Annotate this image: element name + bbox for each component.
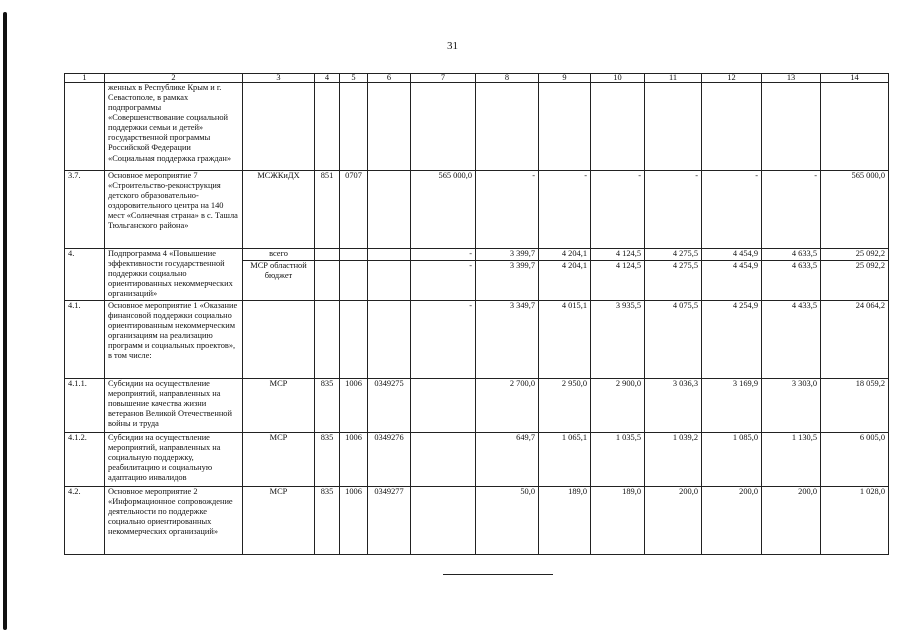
- value-cell: 1 085,0: [702, 433, 762, 487]
- column-header: 3: [243, 74, 315, 83]
- value-cell: 2 900,0: [591, 379, 645, 433]
- code-cell: 1006: [340, 433, 368, 487]
- value-cell: 50,0: [476, 487, 539, 555]
- value-cell: 4 633,5: [762, 249, 821, 261]
- value-cell: 3 399,7: [476, 261, 539, 301]
- value-cell: 649,7: [476, 433, 539, 487]
- executor-cell: МСЖКиДХ: [243, 171, 315, 249]
- value-cell: -: [645, 171, 702, 249]
- executor-cell: [243, 301, 315, 379]
- value-cell: 4 124,5: [591, 249, 645, 261]
- value-cell: 4 454,9: [702, 249, 762, 261]
- table-row: [65, 301, 889, 379]
- table-row: [65, 487, 889, 555]
- code-cell: [368, 249, 411, 261]
- value-cell: [702, 83, 762, 171]
- code-cell: 1006: [340, 379, 368, 433]
- value-cell: [411, 487, 476, 555]
- footnote-divider: [443, 574, 553, 575]
- value-cell: 1 130,5: [762, 433, 821, 487]
- value-cell: -: [476, 171, 539, 249]
- value-cell: 4 124,5: [591, 261, 645, 301]
- value-cell: -: [411, 261, 476, 301]
- code-cell: 835: [315, 379, 340, 433]
- value-cell: 3 036,3: [645, 379, 702, 433]
- executor-cell: МСР: [243, 433, 315, 487]
- value-cell: 4 204,1: [539, 249, 591, 261]
- value-cell: [411, 433, 476, 487]
- value-cell: 25 092,2: [821, 249, 889, 261]
- value-cell: 1 035,5: [591, 433, 645, 487]
- column-header: 5: [340, 74, 368, 83]
- column-header: 2: [105, 74, 243, 83]
- value-cell: [762, 83, 821, 171]
- column-header: 6: [368, 74, 411, 83]
- code-cell: 0349275: [368, 379, 411, 433]
- value-cell: 24 064,2: [821, 301, 889, 379]
- code-cell: [368, 171, 411, 249]
- code-cell: [315, 261, 340, 301]
- executor-cell: МСР областной бюджет: [243, 261, 315, 301]
- value-cell: 3 169,9: [702, 379, 762, 433]
- code-cell: 851: [315, 171, 340, 249]
- row-name: Субсидии на осуществление мероприятий, направленных на повышение качества жизни ветеранов Великой Отечественной войны и труда: [105, 379, 243, 433]
- row-name: Основное мероприятие 1 «Оказание финансовой поддержки социально ориентированным некоммерческим организациям на реализацию программ и социальных проектов», в том числе:: [105, 301, 243, 379]
- value-cell: 565 000,0: [821, 171, 889, 249]
- value-cell: 4 075,5: [645, 301, 702, 379]
- value-cell: 3 349,7: [476, 301, 539, 379]
- code-cell: [368, 261, 411, 301]
- value-cell: 565 000,0: [411, 171, 476, 249]
- value-cell: 18 059,2: [821, 379, 889, 433]
- row-number: 4.1.2.: [65, 433, 105, 487]
- value-cell: 189,0: [591, 487, 645, 555]
- column-header: 11: [645, 74, 702, 83]
- value-cell: -: [762, 171, 821, 249]
- value-cell: [539, 83, 591, 171]
- row-number: 4.: [65, 249, 105, 301]
- value-cell: 3 399,7: [476, 249, 539, 261]
- code-cell: 835: [315, 487, 340, 555]
- value-cell: 189,0: [539, 487, 591, 555]
- executor-cell: МСР: [243, 379, 315, 433]
- value-cell: -: [411, 301, 476, 379]
- row-number: [65, 83, 105, 171]
- value-cell: 25 092,2: [821, 261, 889, 301]
- value-cell: 1 028,0: [821, 487, 889, 555]
- value-cell: 200,0: [645, 487, 702, 555]
- row-name: Подпрограмма 4 «Повышение эффективности государственной поддержки социально ориентированных некоммерческих организаций»: [105, 249, 243, 301]
- value-cell: -: [539, 171, 591, 249]
- table-row: [65, 249, 889, 261]
- column-header: 12: [702, 74, 762, 83]
- value-cell: [821, 83, 889, 171]
- row-number: 3.7.: [65, 171, 105, 249]
- row-name: женных в Республике Крым и г. Севастополе, в рамках подпрограммы «Совершенствование социальной поддержки семьи и детей» государственной программы Российской Федерации «Социальная поддержка граждан»: [105, 83, 243, 171]
- value-cell: -: [591, 171, 645, 249]
- value-cell: 4 015,1: [539, 301, 591, 379]
- value-cell: [591, 83, 645, 171]
- row-name: Субсидии на осуществление мероприятий, направленных на социальную поддержку, реабилитацию и социальную адаптацию инвалидов: [105, 433, 243, 487]
- table-row: [65, 433, 889, 487]
- value-cell: 4 275,5: [645, 249, 702, 261]
- table-row: [65, 171, 889, 249]
- column-header: 7: [411, 74, 476, 83]
- row-number: 4.1.: [65, 301, 105, 379]
- value-cell: 3 303,0: [762, 379, 821, 433]
- value-cell: -: [702, 171, 762, 249]
- value-cell: [411, 379, 476, 433]
- value-cell: 4 254,9: [702, 301, 762, 379]
- value-cell: [411, 83, 476, 171]
- executor-cell: МСР: [243, 487, 315, 555]
- value-cell: 2 950,0: [539, 379, 591, 433]
- table-row: [65, 83, 889, 171]
- column-header: 4: [315, 74, 340, 83]
- column-header: 9: [539, 74, 591, 83]
- row-name: Основное мероприятие 7 «Строительство-реконструкция детского образовательно-оздоровительного центра на 140 мест «Солнечная страна» в с. Ташла Тюльганского района»: [105, 171, 243, 249]
- scan-edge: [3, 12, 7, 630]
- row-number: 4.1.1.: [65, 379, 105, 433]
- value-cell: 1 065,1: [539, 433, 591, 487]
- code-cell: 0349276: [368, 433, 411, 487]
- value-cell: [645, 83, 702, 171]
- executor-cell: [243, 83, 315, 171]
- code-cell: 0349277: [368, 487, 411, 555]
- value-cell: 6 005,0: [821, 433, 889, 487]
- value-cell: 4 433,5: [762, 301, 821, 379]
- column-header: 13: [762, 74, 821, 83]
- value-cell: -: [411, 249, 476, 261]
- column-header: 1: [65, 74, 105, 83]
- value-cell: 1 039,2: [645, 433, 702, 487]
- code-cell: 0707: [340, 171, 368, 249]
- value-cell: 2 700,0: [476, 379, 539, 433]
- code-cell: [368, 83, 411, 171]
- code-cell: 1006: [340, 487, 368, 555]
- value-cell: 4 275,5: [645, 261, 702, 301]
- value-cell: 200,0: [762, 487, 821, 555]
- column-header: 10: [591, 74, 645, 83]
- table-row: [65, 379, 889, 433]
- code-cell: [340, 261, 368, 301]
- row-name: Основное мероприятие 2 «Информационное сопровождение деятельности по поддержке социально ориентированных некоммерческих организаций»: [105, 487, 243, 555]
- code-cell: [315, 301, 340, 379]
- code-cell: [340, 249, 368, 261]
- value-cell: 4 204,1: [539, 261, 591, 301]
- page-number: 31: [447, 40, 458, 52]
- code-cell: 835: [315, 433, 340, 487]
- value-cell: 3 935,5: [591, 301, 645, 379]
- column-header: 8: [476, 74, 539, 83]
- program-table: [64, 73, 889, 555]
- value-cell: 4 633,5: [762, 261, 821, 301]
- code-cell: [315, 249, 340, 261]
- code-cell: [368, 301, 411, 379]
- row-number: 4.2.: [65, 487, 105, 555]
- value-cell: [476, 83, 539, 171]
- executor-cell: всего: [243, 249, 315, 261]
- code-cell: [340, 301, 368, 379]
- code-cell: [340, 83, 368, 171]
- column-header: 14: [821, 74, 889, 83]
- code-cell: [315, 83, 340, 171]
- value-cell: 4 454,9: [702, 261, 762, 301]
- value-cell: 200,0: [702, 487, 762, 555]
- column-number-row: [65, 74, 889, 83]
